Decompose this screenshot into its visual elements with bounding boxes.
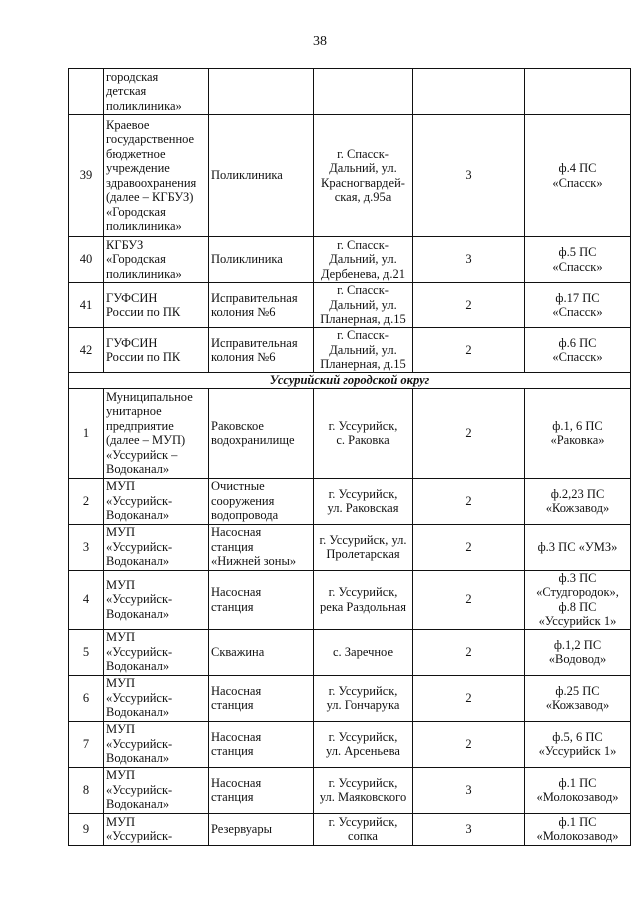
page-number: 38 (313, 34, 327, 49)
address-cell: г. Спасск- Дальний, ул. Планерная, д.15 (314, 328, 413, 373)
table-row (69, 570, 631, 629)
feeder-cell: ф.25 ПС «Кожзавод» (525, 675, 631, 721)
category-cell: 2 (413, 524, 525, 570)
feeder-cell: ф.3 ПС «Студгородок», ф.8 ПС «Уссурийск 1» (525, 570, 631, 629)
object-cell: Насосная станция (209, 767, 314, 813)
row-number: 41 (69, 283, 104, 328)
address-cell: г. Уссурийск, ул. Пролетарская (314, 524, 413, 570)
row-number: 40 (69, 237, 104, 283)
object-cell: Насосная станция (209, 675, 314, 721)
table-row (69, 524, 631, 570)
category-cell: 2 (413, 478, 525, 524)
row-number: 39 (69, 115, 104, 237)
address-cell: г. Уссурийск, река Раздольная (314, 570, 413, 629)
organization-cell: Краевое государственное бюджетное учреждение здравоохранения (далее – КГБУЗ) «Городская поликлиника» (104, 115, 209, 237)
address-cell: г. Уссурийск, ул. Раковская (314, 478, 413, 524)
category-cell: 3 (413, 767, 525, 813)
address-cell: г. Уссурийск, ул. Маяковского (314, 767, 413, 813)
table-row (69, 675, 631, 721)
object-cell (209, 69, 314, 115)
row-number (69, 69, 104, 115)
organization-cell: МУП «Уссурийск- Водоканал» (104, 721, 209, 767)
feeder-cell: ф.17 ПС «Спасск» (525, 283, 631, 328)
table-row (69, 478, 631, 524)
row-number: 3 (69, 524, 104, 570)
row-number: 4 (69, 570, 104, 629)
feeder-cell: ф.1 ПС «Молокозавод» (525, 813, 631, 845)
organization-cell: МУП «Уссурийск- Водоканал» (104, 767, 209, 813)
address-cell: г. Спасск- Дальний, ул. Красногвардей- ская, д.95а (314, 115, 413, 237)
row-number: 6 (69, 675, 104, 721)
address-cell: г. Уссурийск, ул. Гончарука (314, 675, 413, 721)
organization-cell: МУП «Уссурийск- Водоканал» (104, 570, 209, 629)
address-cell: г. Спасск- Дальний, ул. Дербенева, д.21 (314, 237, 413, 283)
object-cell: Исправительная колония №6 (209, 328, 314, 373)
table-row (69, 115, 631, 237)
object-cell: Поликлиника (209, 115, 314, 237)
category-cell: 2 (413, 570, 525, 629)
table-row (69, 69, 631, 115)
object-cell: Насосная станция (209, 721, 314, 767)
row-number: 9 (69, 813, 104, 845)
category-cell (413, 69, 525, 115)
section-title: Уссурийский городской округ (69, 373, 631, 389)
table-row (69, 767, 631, 813)
category-cell: 2 (413, 675, 525, 721)
object-cell: Насосная станция (209, 570, 314, 629)
category-cell: 2 (413, 388, 525, 478)
organization-cell: МУП «Уссурийск- Водоканал» (104, 524, 209, 570)
feeder-cell: ф.4 ПС «Спасск» (525, 115, 631, 237)
category-cell: 2 (413, 283, 525, 328)
organization-cell: КГБУЗ «Городская поликлиника» (104, 237, 209, 283)
row-number: 1 (69, 388, 104, 478)
section-header-row (69, 373, 631, 389)
organization-cell: ГУФСИН России по ПК (104, 283, 209, 328)
address-cell: г. Спасск- Дальний, ул. Планерная, д.15 (314, 283, 413, 328)
row-number: 2 (69, 478, 104, 524)
category-cell: 3 (413, 237, 525, 283)
category-cell: 3 (413, 115, 525, 237)
object-cell: Раковское водохранилище (209, 388, 314, 478)
feeder-cell (525, 69, 631, 115)
category-cell: 2 (413, 721, 525, 767)
feeder-cell: ф.1 ПС «Молокозавод» (525, 767, 631, 813)
rows-before (69, 69, 631, 373)
object-cell: Скважина (209, 629, 314, 675)
category-cell: 3 (413, 813, 525, 845)
category-cell: 2 (413, 629, 525, 675)
object-cell: Резервуары (209, 813, 314, 845)
address-cell: г. Уссурийск, ул. Арсеньева (314, 721, 413, 767)
address-cell: с. Заречное (314, 629, 413, 675)
document-table (68, 68, 631, 846)
table-row (69, 237, 631, 283)
organization-cell: МУП «Уссурийск- (104, 813, 209, 845)
organization-cell: МУП «Уссурийск- Водоканал» (104, 478, 209, 524)
table-row (69, 813, 631, 845)
organization-cell: МУП «Уссурийск- Водоканал» (104, 675, 209, 721)
feeder-cell: ф.6 ПС «Спасск» (525, 328, 631, 373)
row-number: 42 (69, 328, 104, 373)
table-row (69, 283, 631, 328)
address-cell: г. Уссурийск, сопка (314, 813, 413, 845)
organization-cell: Муниципальное унитарное предприятие (далее – МУП) «Уссурийск – Водоканал» (104, 388, 209, 478)
table-row (69, 328, 631, 373)
feeder-cell: ф.5 ПС «Спасск» (525, 237, 631, 283)
table-row (69, 629, 631, 675)
row-number: 8 (69, 767, 104, 813)
table-row (69, 388, 631, 478)
organization-cell: ГУФСИН России по ПК (104, 328, 209, 373)
section-block (69, 373, 631, 389)
address-cell (314, 69, 413, 115)
object-cell: Очистные сооружения водопровода (209, 478, 314, 524)
object-cell: Исправительная колония №6 (209, 283, 314, 328)
feeder-cell: ф.5, 6 ПС «Уссурийск 1» (525, 721, 631, 767)
object-cell: Поликлиника (209, 237, 314, 283)
row-number: 5 (69, 629, 104, 675)
row-number: 7 (69, 721, 104, 767)
object-cell: Насосная станция «Нижней зоны» (209, 524, 314, 570)
feeder-cell: ф.1, 6 ПС «Раковка» (525, 388, 631, 478)
category-cell: 2 (413, 328, 525, 373)
organization-cell: МУП «Уссурийск- Водоканал» (104, 629, 209, 675)
table-row (69, 721, 631, 767)
address-cell: г. Уссурийск, с. Раковка (314, 388, 413, 478)
rows-after (69, 388, 631, 845)
feeder-cell: ф.3 ПС «УМЗ» (525, 524, 631, 570)
feeder-cell: ф.1,2 ПС «Водовод» (525, 629, 631, 675)
organization-cell: городская детская поликлиника» (104, 69, 209, 115)
feeder-cell: ф.2,23 ПС «Кожзавод» (525, 478, 631, 524)
